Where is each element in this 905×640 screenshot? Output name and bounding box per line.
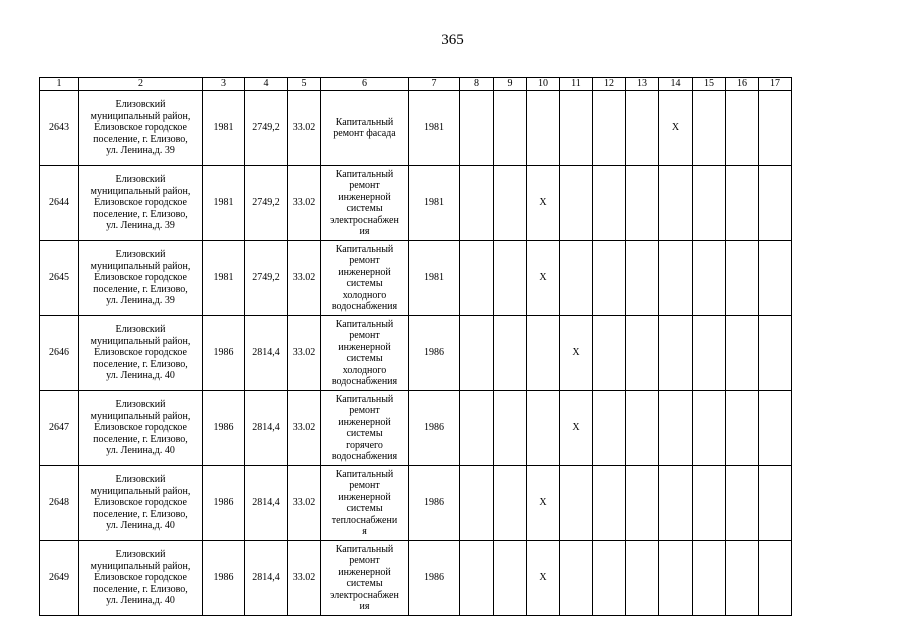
- work-type-cell-line: ремонт: [349, 405, 380, 416]
- table-row: [40, 316, 792, 391]
- mark-cell-c8: [460, 166, 494, 241]
- code-cell: 33.02: [288, 541, 321, 616]
- address-cell-line: муниципальный район,: [90, 485, 191, 497]
- work-type-cell-line: Капитальный: [335, 243, 394, 255]
- mark-cell-c11: [560, 541, 593, 616]
- mark-cell-c11: [560, 91, 593, 166]
- mark-cell-c16: [726, 466, 759, 541]
- column-number-header: 8: [460, 78, 494, 91]
- mark-cell-c9: [494, 91, 527, 166]
- mark-cell-c14: X: [659, 91, 693, 166]
- work-type-cell-line: инженерной: [338, 341, 391, 353]
- mark-cell-c15: [693, 466, 726, 541]
- row-number-cell: 2649: [40, 541, 79, 616]
- work-type-cell-line: инженерной: [338, 191, 391, 203]
- work-type-cell-line: электроснабжен: [330, 214, 399, 226]
- address-cell-line: Елизовский: [115, 249, 166, 261]
- work-type-cell-line: Капитальный: [335, 393, 394, 405]
- work-type-cell-line: Капитальный: [335, 543, 394, 555]
- year2-cell: 1986: [409, 466, 460, 541]
- work-type-cell: [321, 541, 409, 616]
- mark-cell-c11: [560, 241, 593, 316]
- column-number-row: [40, 78, 792, 91]
- mark-cell-c13: [626, 391, 659, 466]
- column-number-header: 15: [693, 78, 726, 91]
- column-number-header: 16: [726, 78, 759, 91]
- year2-cell: 1981: [409, 166, 460, 241]
- year2-cell: 1981: [409, 91, 460, 166]
- column-number-header: 6: [321, 78, 409, 91]
- mark-cell-c9: [494, 166, 527, 241]
- year2-cell: 1986: [409, 316, 460, 391]
- address-cell-line: Елизовский: [115, 174, 166, 186]
- address-cell-line: Елизовское городское: [94, 197, 187, 209]
- work-type-cell: [321, 241, 409, 316]
- address-cell-line: Елизовский: [115, 399, 166, 411]
- address-cell-line: ул. Ленина,д. 39: [106, 220, 175, 232]
- column-number-header: 3: [203, 78, 245, 91]
- code-cell: 33.02: [288, 166, 321, 241]
- mark-cell-c9: [494, 391, 527, 466]
- area-cell: 2749,2: [245, 91, 288, 166]
- mark-cell-c12: [593, 391, 626, 466]
- address-cell-line: ул. Ленина,д. 40: [106, 595, 175, 607]
- table-row: [40, 91, 792, 166]
- address-cell-line: поселение, г. Елизово,: [93, 208, 188, 220]
- mark-cell-c11: [560, 166, 593, 241]
- table-row: [40, 391, 792, 466]
- year2-cell: 1981: [409, 241, 460, 316]
- mark-cell-c12: [593, 166, 626, 241]
- column-number-header: 11: [560, 78, 593, 91]
- column-number-header: 13: [626, 78, 659, 91]
- year-cell: 1986: [203, 466, 245, 541]
- work-type-cell-line: я: [362, 526, 367, 537]
- address-cell-line: Елизовский: [115, 99, 166, 111]
- mark-cell-c8: [460, 91, 494, 166]
- address-cell-line: поселение, г. Елизово,: [93, 283, 188, 295]
- year-cell: 1986: [203, 541, 245, 616]
- address-cell-line: муниципальный район,: [90, 110, 191, 122]
- address-cell: [79, 466, 203, 541]
- mark-cell-c14: [659, 391, 693, 466]
- mark-cell-c10: X: [527, 541, 560, 616]
- mark-cell-c13: [626, 541, 659, 616]
- mark-cell-c8: [460, 241, 494, 316]
- work-type-cell-line: Капитальный: [335, 318, 394, 330]
- work-type-cell-line: горячего: [346, 439, 383, 451]
- mark-cell-c13: [626, 466, 659, 541]
- column-number-header: 10: [527, 78, 560, 91]
- work-type-cell-line: ремонт: [349, 180, 380, 191]
- table-row: [40, 166, 792, 241]
- row-number-cell: 2644: [40, 166, 79, 241]
- mark-cell-c16: [726, 91, 759, 166]
- work-type-cell-line: системы: [346, 428, 383, 439]
- row-number-cell: 2646: [40, 316, 79, 391]
- work-type-cell-line: системы: [346, 278, 383, 289]
- mark-cell-c15: [693, 241, 726, 316]
- table-row: [40, 541, 792, 616]
- mark-cell-c16: [726, 541, 759, 616]
- work-type-cell-line: ремонт: [349, 330, 380, 341]
- work-type-cell-line: инженерной: [338, 266, 391, 278]
- mark-cell-c11: [560, 466, 593, 541]
- mark-cell-c16: [726, 166, 759, 241]
- row-number-cell: 2648: [40, 466, 79, 541]
- mark-cell-c9: [494, 541, 527, 616]
- page-number: 365: [441, 32, 464, 48]
- mark-cell-c10: [527, 91, 560, 166]
- address-cell-line: поселение, г. Елизово,: [93, 583, 188, 595]
- mark-cell-c8: [460, 391, 494, 466]
- mark-cell-c10: X: [527, 166, 560, 241]
- work-type-cell: [321, 91, 409, 166]
- work-type-cell: [321, 391, 409, 466]
- address-cell: [79, 391, 203, 466]
- mark-cell-c12: [593, 241, 626, 316]
- address-cell-line: Елизовский: [115, 474, 166, 486]
- column-number-header: 12: [593, 78, 626, 91]
- mark-cell-c11: X: [560, 391, 593, 466]
- work-type-cell-line: электроснабжен: [330, 589, 399, 601]
- mark-cell-c9: [494, 241, 527, 316]
- mark-cell-c17: [759, 466, 792, 541]
- work-type-cell-line: холодного: [342, 289, 387, 301]
- mark-cell-c14: [659, 541, 693, 616]
- address-cell-line: Елизовское городское: [94, 347, 187, 359]
- mark-cell-c15: [693, 541, 726, 616]
- row-number-cell: 2647: [40, 391, 79, 466]
- mark-cell-c14: [659, 316, 693, 391]
- work-type-cell-line: инженерной: [338, 566, 391, 578]
- work-type-cell-line: инженерной: [338, 416, 391, 428]
- address-cell-line: Елизовское городское: [94, 272, 187, 284]
- mark-cell-c13: [626, 166, 659, 241]
- work-type-cell: [321, 316, 409, 391]
- work-type-cell-line: водоснабжения: [331, 376, 398, 387]
- area-cell: 2749,2: [245, 166, 288, 241]
- address-cell-line: Елизовское городское: [94, 497, 187, 509]
- address-cell-line: ул. Ленина,д. 39: [106, 145, 175, 157]
- year-cell: 1986: [203, 316, 245, 391]
- mark-cell-c8: [460, 466, 494, 541]
- column-number-header: 14: [659, 78, 693, 91]
- area-cell: 2814,4: [245, 391, 288, 466]
- work-type-cell-line: теплоснабжени: [331, 514, 398, 526]
- work-type-cell-line: системы: [346, 353, 383, 364]
- address-cell-line: ул. Ленина,д. 40: [106, 445, 175, 457]
- work-type-cell-line: ремонт фасада: [333, 128, 396, 139]
- work-type-cell-line: системы: [346, 203, 383, 214]
- code-cell: 33.02: [288, 391, 321, 466]
- work-type-cell-line: ремонт: [349, 255, 380, 266]
- address-cell-line: поселение, г. Елизово,: [93, 508, 188, 520]
- mark-cell-c15: [693, 391, 726, 466]
- mark-cell-c11: X: [560, 316, 593, 391]
- mark-cell-c10: X: [527, 466, 560, 541]
- work-type-cell-line: инженерной: [338, 491, 391, 503]
- work-type-cell-line: Капитальный: [335, 116, 394, 128]
- work-type-cell-line: ия: [359, 601, 370, 612]
- address-cell-line: Елизовское городское: [94, 422, 187, 434]
- column-number-header: 4: [245, 78, 288, 91]
- mark-cell-c10: X: [527, 241, 560, 316]
- address-cell-line: поселение, г. Елизово,: [93, 433, 188, 445]
- code-cell: 33.02: [288, 91, 321, 166]
- code-cell: 33.02: [288, 466, 321, 541]
- mark-cell-c16: [726, 316, 759, 391]
- work-type-cell-line: системы: [346, 578, 383, 589]
- address-cell: [79, 541, 203, 616]
- address-cell-line: поселение, г. Елизово,: [93, 133, 188, 145]
- year-cell: 1981: [203, 166, 245, 241]
- work-type-cell-line: водоснабжения: [331, 451, 398, 462]
- mark-cell-c12: [593, 316, 626, 391]
- work-type-cell-line: ремонт: [349, 480, 380, 491]
- address-cell-line: муниципальный район,: [90, 335, 191, 347]
- column-number-header: 9: [494, 78, 527, 91]
- address-cell-line: муниципальный район,: [90, 260, 191, 272]
- work-type-cell: [321, 166, 409, 241]
- table-row: [40, 241, 792, 316]
- mark-cell-c14: [659, 241, 693, 316]
- column-number-header: 7: [409, 78, 460, 91]
- mark-cell-c14: [659, 166, 693, 241]
- column-number-header: 17: [759, 78, 792, 91]
- address-cell-line: ул. Ленина,д. 40: [106, 370, 175, 382]
- mark-cell-c16: [726, 241, 759, 316]
- mark-cell-c9: [494, 316, 527, 391]
- work-type-cell-line: ремонт: [349, 555, 380, 566]
- mark-cell-c10: [527, 316, 560, 391]
- address-cell-line: муниципальный район,: [90, 410, 191, 422]
- mark-cell-c17: [759, 541, 792, 616]
- work-type-cell-line: Капитальный: [335, 168, 394, 180]
- mark-cell-c14: [659, 466, 693, 541]
- mark-cell-c17: [759, 91, 792, 166]
- area-cell: 2749,2: [245, 241, 288, 316]
- work-type-cell-line: ия: [359, 226, 370, 237]
- mark-cell-c12: [593, 466, 626, 541]
- column-number-header: 1: [40, 78, 79, 91]
- work-type-cell-line: водоснабжения: [331, 301, 398, 312]
- mark-cell-c12: [593, 541, 626, 616]
- year-cell: 1986: [203, 391, 245, 466]
- mark-cell-c8: [460, 316, 494, 391]
- address-cell-line: Елизовский: [115, 324, 166, 336]
- mark-cell-c15: [693, 316, 726, 391]
- column-number-header: 5: [288, 78, 321, 91]
- register-table: [39, 77, 792, 616]
- address-cell-line: ул. Ленина,д. 40: [106, 520, 175, 532]
- mark-cell-c9: [494, 466, 527, 541]
- mark-cell-c15: [693, 166, 726, 241]
- address-cell-line: муниципальный район,: [90, 560, 191, 572]
- address-cell: [79, 241, 203, 316]
- work-type-cell-line: холодного: [342, 364, 387, 376]
- address-cell-line: Елизовский: [115, 549, 166, 561]
- mark-cell-c8: [460, 541, 494, 616]
- address-cell: [79, 91, 203, 166]
- work-type-cell-line: системы: [346, 503, 383, 514]
- year2-cell: 1986: [409, 391, 460, 466]
- mark-cell-c10: [527, 391, 560, 466]
- mark-cell-c13: [626, 316, 659, 391]
- table-row: [40, 466, 792, 541]
- address-cell: [79, 316, 203, 391]
- mark-cell-c13: [626, 241, 659, 316]
- column-number-header: 2: [79, 78, 203, 91]
- address-cell-line: поселение, г. Елизово,: [93, 358, 188, 370]
- address-cell-line: Елизовское городское: [94, 572, 187, 584]
- address-cell-line: ул. Ленина,д. 39: [106, 295, 175, 307]
- mark-cell-c15: [693, 91, 726, 166]
- mark-cell-c17: [759, 316, 792, 391]
- code-cell: 33.02: [288, 316, 321, 391]
- mark-cell-c12: [593, 91, 626, 166]
- address-cell-line: муниципальный район,: [90, 185, 191, 197]
- address-cell: [79, 166, 203, 241]
- mark-cell-c13: [626, 91, 659, 166]
- address-cell-line: Елизовское городское: [94, 122, 187, 134]
- code-cell: 33.02: [288, 241, 321, 316]
- year-cell: 1981: [203, 91, 245, 166]
- area-cell: 2814,4: [245, 316, 288, 391]
- area-cell: 2814,4: [245, 466, 288, 541]
- work-type-cell: [321, 466, 409, 541]
- mark-cell-c17: [759, 166, 792, 241]
- work-type-cell-line: Капитальный: [335, 468, 394, 480]
- row-number-cell: 2643: [40, 91, 79, 166]
- mark-cell-c16: [726, 391, 759, 466]
- row-number-cell: 2645: [40, 241, 79, 316]
- area-cell: 2814,4: [245, 541, 288, 616]
- year2-cell: 1986: [409, 541, 460, 616]
- year-cell: 1981: [203, 241, 245, 316]
- mark-cell-c17: [759, 241, 792, 316]
- mark-cell-c17: [759, 391, 792, 466]
